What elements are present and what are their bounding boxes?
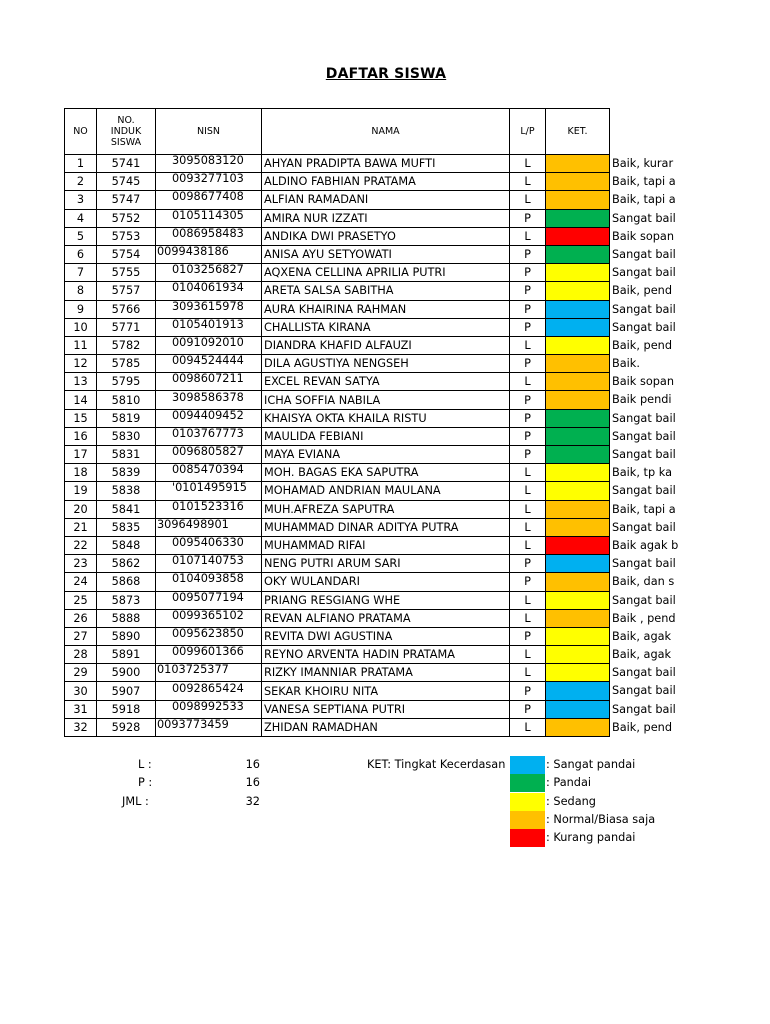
cell-no: 29 — [65, 664, 97, 682]
cell-lp: L — [510, 718, 546, 736]
nisn-value: 0093773459 — [157, 717, 229, 731]
table-row — [65, 427, 610, 445]
cell-induk: 5890 — [97, 627, 156, 645]
table-row — [65, 718, 610, 736]
cell-induk: 5831 — [97, 446, 156, 464]
table-row — [65, 227, 610, 245]
legend-swatch — [510, 811, 545, 829]
cell-nama: ARETA SALSA SABITHA — [262, 282, 510, 300]
table-row — [65, 245, 610, 263]
cell-no: 3 — [65, 191, 97, 209]
legend-swatch — [510, 756, 545, 774]
cell-ket-color — [546, 191, 610, 209]
table-row — [65, 464, 610, 482]
cell-nama: MOH. BAGAS EKA SAPUTRA — [262, 464, 510, 482]
cell-ket-color — [546, 264, 610, 282]
cell-no: 8 — [65, 282, 97, 300]
table-row — [65, 700, 610, 718]
table-row — [65, 173, 610, 191]
nisn-value: 0095406330 — [172, 536, 244, 550]
cell-nama: DIANDRA KHAFID ALFAUZI — [262, 336, 510, 354]
cell-lp: L — [510, 373, 546, 391]
cell-no: 27 — [65, 627, 97, 645]
note-text: Baik, pend — [612, 339, 672, 352]
cell-induk: 5835 — [97, 518, 156, 536]
cell-nama: ICHA SOFFIA NABILA — [262, 391, 510, 409]
cell-lp: L — [510, 155, 546, 173]
cell-induk: 5757 — [97, 282, 156, 300]
cell-lp: P — [510, 409, 546, 427]
table-row — [65, 318, 610, 336]
cell-no: 24 — [65, 573, 97, 591]
table-row — [65, 518, 610, 536]
note-text: Sangat bail — [612, 248, 676, 261]
nisn-value: 0085470394 — [172, 463, 244, 477]
summary-value: 32 — [245, 794, 260, 808]
cell-induk: 5907 — [97, 682, 156, 700]
cell-induk: 5928 — [97, 718, 156, 736]
cell-no: 20 — [65, 500, 97, 518]
cell-nama: AMIRA NUR IZZATI — [262, 209, 510, 227]
note-text: Baik. — [612, 357, 640, 370]
note-text: Sangat bail — [612, 448, 676, 461]
cell-ket-color — [546, 464, 610, 482]
cell-ket-color — [546, 591, 610, 609]
nisn-value: 0092865424 — [172, 681, 244, 695]
cell-lp: L — [510, 609, 546, 627]
note-text: Baik agak b — [612, 539, 679, 552]
cell-induk: 5745 — [97, 173, 156, 191]
cell-induk: 5755 — [97, 264, 156, 282]
cell-induk: 5841 — [97, 500, 156, 518]
cell-no: 11 — [65, 336, 97, 354]
note-text: Baik, tapi a — [612, 175, 676, 188]
cell-ket-color — [546, 300, 610, 318]
cell-no: 6 — [65, 245, 97, 263]
cell-nama: MUHAMMAD DINAR ADITYA PUTRA — [262, 518, 510, 536]
legend-swatch — [510, 774, 545, 792]
nisn-value: 0098677408 — [172, 190, 244, 204]
note-text: Baik, kurar — [612, 157, 674, 170]
cell-ket-color — [546, 555, 610, 573]
note-text: Sangat bail — [612, 666, 676, 679]
nisn-value: 0091092010 — [172, 335, 244, 349]
nisn-value: 0094524444 — [172, 354, 244, 368]
cell-lp: L — [510, 664, 546, 682]
cell-nama: DILA AGUSTIYA NENGSEH — [262, 355, 510, 373]
table-row — [65, 300, 610, 318]
note-text: Baik, tapi a — [612, 193, 676, 206]
cell-ket-color — [546, 664, 610, 682]
note-text: Sangat bail — [612, 412, 676, 425]
cell-no: 4 — [65, 209, 97, 227]
cell-ket-color — [546, 282, 610, 300]
cell-lp: P — [510, 282, 546, 300]
table-row — [65, 446, 610, 464]
table-row — [65, 264, 610, 282]
cell-no: 5 — [65, 227, 97, 245]
cell-lp: L — [510, 591, 546, 609]
cell-induk: 5891 — [97, 646, 156, 664]
cell-no: 16 — [65, 427, 97, 445]
cell-nama: ANDIKA DWI PRASETYO — [262, 227, 510, 245]
nisn-value: 0103256827 — [172, 263, 244, 277]
cell-ket-color — [546, 536, 610, 554]
nisn-value: 0099601366 — [172, 645, 244, 659]
nisn-value: 0103767773 — [172, 426, 244, 440]
cell-induk: 5819 — [97, 409, 156, 427]
cell-nama: REYNO ARVENTA HADIN PRATAMA — [262, 646, 510, 664]
cell-induk: 5753 — [97, 227, 156, 245]
table-row — [65, 373, 610, 391]
cell-nama: REVAN ALFIANO PRATAMA — [262, 609, 510, 627]
cell-lp: P — [510, 355, 546, 373]
table-row — [65, 355, 610, 373]
cell-lp: L — [510, 336, 546, 354]
legend-swatch — [510, 829, 545, 847]
note-text: Baik, agak — [612, 630, 672, 643]
cell-ket-color — [546, 427, 610, 445]
cell-nisn — [156, 718, 262, 736]
cell-nama: MUH.AFREZA SAPUTRA — [262, 500, 510, 518]
cell-lp: L — [510, 191, 546, 209]
nisn-value: 3096498901 — [157, 517, 229, 531]
cell-no: 26 — [65, 609, 97, 627]
note-text: Baik, pend — [612, 284, 672, 297]
cell-lp: P — [510, 682, 546, 700]
nisn-value: 0098607211 — [172, 372, 244, 386]
table-row — [65, 391, 610, 409]
table-row — [65, 500, 610, 518]
note-text: Baik, dan s — [612, 575, 675, 588]
cell-nama: AHYAN PRADIPTA BAWA MUFTI — [262, 155, 510, 173]
note-text: Sangat bail — [612, 212, 676, 225]
header-nama: NAMA — [262, 109, 510, 155]
cell-nama: ZHIDAN RAMADHAN — [262, 718, 510, 736]
cell-lp: P — [510, 264, 546, 282]
nisn-value: 0101523316 — [172, 499, 244, 513]
cell-ket-color — [546, 482, 610, 500]
note-text: Sangat bail — [612, 594, 676, 607]
cell-induk: 5838 — [97, 482, 156, 500]
note-text: Baik, pend — [612, 721, 672, 734]
student-table-body — [65, 155, 610, 737]
legend-title: KET: Tingkat Kecerdasan — [367, 758, 506, 771]
note-text: Baik pendi — [612, 393, 672, 406]
cell-induk: 5862 — [97, 555, 156, 573]
cell-induk: 5873 — [97, 591, 156, 609]
note-text: Sangat bail — [612, 703, 676, 716]
nisn-value: 0105401913 — [172, 317, 244, 331]
cell-ket-color — [546, 573, 610, 591]
cell-lp: P — [510, 318, 546, 336]
legend-label: : Pandai — [546, 776, 592, 790]
summary-label: JML : — [122, 794, 149, 808]
header-ket: KET. — [546, 109, 610, 155]
cell-nama: REVITA DWI AGUSTINA — [262, 627, 510, 645]
cell-induk: 5741 — [97, 155, 156, 173]
cell-no: 19 — [65, 482, 97, 500]
cell-no: 7 — [65, 264, 97, 282]
cell-ket-color — [546, 173, 610, 191]
cell-ket-color — [546, 391, 610, 409]
cell-no: 30 — [65, 682, 97, 700]
header-no: NO — [65, 109, 97, 155]
cell-ket-color — [546, 682, 610, 700]
cell-nama: MOHAMAD ANDRIAN MAULANA — [262, 482, 510, 500]
cell-no: 10 — [65, 318, 97, 336]
cell-lp: L — [510, 482, 546, 500]
cell-no: 1 — [65, 155, 97, 173]
header-nisn: NISN — [156, 109, 262, 155]
legend-label: : Sangat pandai — [546, 758, 636, 771]
cell-ket-color — [546, 409, 610, 427]
cell-lp: L — [510, 518, 546, 536]
note-text: Baik sopan — [612, 375, 674, 388]
cell-no: 2 — [65, 173, 97, 191]
nisn-value: 3095083120 — [172, 154, 244, 168]
summary-label: P : — [138, 776, 153, 790]
cell-ket-color — [546, 609, 610, 627]
cell-lp: P — [510, 555, 546, 573]
cell-induk: 5848 — [97, 536, 156, 554]
cell-ket-color — [546, 646, 610, 664]
cell-lp: P — [510, 391, 546, 409]
nisn-value: 0104093858 — [172, 572, 244, 586]
cell-lp: P — [510, 700, 546, 718]
table-row — [65, 336, 610, 354]
cell-ket-color — [546, 155, 610, 173]
cell-nama: MAULIDA FEBIANI — [262, 427, 510, 445]
nisn-value: 0098992533 — [172, 699, 244, 713]
table-row — [65, 536, 610, 554]
table-row — [65, 209, 610, 227]
cell-induk: 5830 — [97, 427, 156, 445]
cell-no: 31 — [65, 700, 97, 718]
note-text: Sangat bail — [612, 303, 676, 316]
cell-no: 22 — [65, 536, 97, 554]
table-row — [65, 555, 610, 573]
table-row — [65, 627, 610, 645]
nisn-value: '0101495915 — [172, 481, 247, 495]
nisn-value: 0105114305 — [172, 208, 244, 222]
cell-nama: EXCEL REVAN SATYA — [262, 373, 510, 391]
cell-no: 18 — [65, 464, 97, 482]
header-lp: L/P — [510, 109, 546, 155]
cell-induk: 5900 — [97, 664, 156, 682]
cell-nama: CHALLISTA KIRANA — [262, 318, 510, 336]
legend-label: : Sedang — [546, 794, 596, 808]
cell-nama: PRIANG RESGIANG WHE — [262, 591, 510, 609]
cell-ket-color — [546, 500, 610, 518]
cell-lp: P — [510, 446, 546, 464]
note-text: Baik sopan — [612, 230, 674, 243]
nisn-value: 0107140753 — [172, 554, 244, 568]
table-row — [65, 282, 610, 300]
cell-lp: P — [510, 300, 546, 318]
table-row — [65, 591, 610, 609]
cell-ket-color — [546, 518, 610, 536]
cell-induk: 5785 — [97, 355, 156, 373]
cell-ket-color — [546, 209, 610, 227]
header-induk-label: NO. INDUK SISWA — [110, 115, 142, 148]
cell-no: 12 — [65, 355, 97, 373]
table-row — [65, 155, 610, 173]
cell-no: 15 — [65, 409, 97, 427]
note-text: Sangat bail — [612, 557, 676, 570]
table-row — [65, 609, 610, 627]
cell-induk: 5747 — [97, 191, 156, 209]
cell-no: 28 — [65, 646, 97, 664]
note-text: Sangat bail — [612, 484, 676, 497]
legend-label: : Normal/Biasa saja — [546, 812, 656, 826]
student-table — [64, 108, 610, 737]
cell-no: 17 — [65, 446, 97, 464]
nisn-value: 0086958483 — [172, 226, 244, 240]
nisn-value: 0099365102 — [172, 608, 244, 622]
note-text: Baik, tp ka — [612, 466, 672, 479]
cell-nama: AURA KHAIRINA RAHMAN — [262, 300, 510, 318]
cell-nama: SEKAR KHOIRU NITA — [262, 682, 510, 700]
cell-ket-color — [546, 373, 610, 391]
cell-nama: ALDINO FABHIAN PRATAMA — [262, 173, 510, 191]
nisn-value: 0094409452 — [172, 408, 244, 422]
cell-ket-color — [546, 718, 610, 736]
legend-swatch — [510, 793, 545, 811]
cell-no: 14 — [65, 391, 97, 409]
cell-nama: MAYA EVIANA — [262, 446, 510, 464]
table-header-row — [65, 109, 610, 155]
page-title: DAFTAR SISWA — [325, 66, 447, 82]
cell-induk: 5795 — [97, 373, 156, 391]
table-row — [65, 682, 610, 700]
table-row — [65, 664, 610, 682]
note-text: Sangat bail — [612, 321, 676, 334]
cell-ket-color — [546, 227, 610, 245]
cell-lp: L — [510, 500, 546, 518]
cell-lp: L — [510, 227, 546, 245]
cell-induk: 5782 — [97, 336, 156, 354]
table-row — [65, 482, 610, 500]
cell-lp: P — [510, 209, 546, 227]
cell-induk: 5766 — [97, 300, 156, 318]
cell-no: 21 — [65, 518, 97, 536]
cell-no: 25 — [65, 591, 97, 609]
note-text: Sangat bail — [612, 521, 676, 534]
note-text: Sangat bail — [612, 430, 676, 443]
cell-nama: AQXENA CELLINA APRILIA PUTRI — [262, 264, 510, 282]
nisn-value: 0104061934 — [172, 281, 244, 295]
note-text: Sangat bail — [612, 684, 676, 697]
cell-ket-color — [546, 627, 610, 645]
cell-lp: L — [510, 173, 546, 191]
cell-induk: 5839 — [97, 464, 156, 482]
nisn-value: 0095077194 — [172, 590, 244, 604]
cell-ket-color — [546, 446, 610, 464]
summary-value: 16 — [245, 758, 260, 771]
nisn-value: 0099438186 — [157, 245, 229, 259]
cell-lp: L — [510, 536, 546, 554]
cell-induk: 5754 — [97, 245, 156, 263]
cell-induk: 5771 — [97, 318, 156, 336]
cell-nama: NENG PUTRI ARUM SARI — [262, 555, 510, 573]
note-text: Baik, tapi a — [612, 503, 676, 516]
cell-no: 32 — [65, 718, 97, 736]
note-text: Baik , pend — [612, 612, 676, 625]
cell-nama: VANESA SEPTIANA PUTRI — [262, 700, 510, 718]
cell-induk: 5918 — [97, 700, 156, 718]
summary-label: L : — [138, 758, 152, 771]
cell-lp: L — [510, 646, 546, 664]
cell-induk: 5868 — [97, 573, 156, 591]
nisn-value: 3093615978 — [172, 299, 244, 313]
cell-lp: L — [510, 464, 546, 482]
cell-nama: OKY WULANDARI — [262, 573, 510, 591]
cell-ket-color — [546, 355, 610, 373]
cell-nama: MUHAMMAD RIFAI — [262, 536, 510, 554]
cell-ket-color — [546, 336, 610, 354]
table-row — [65, 573, 610, 591]
cell-no: 13 — [65, 373, 97, 391]
nisn-value: 0093277103 — [172, 172, 244, 186]
cell-induk: 5888 — [97, 609, 156, 627]
cell-induk: 5752 — [97, 209, 156, 227]
nisn-value: 0095623850 — [172, 626, 244, 640]
nisn-value: 3098586378 — [172, 390, 244, 404]
cell-lp: P — [510, 627, 546, 645]
summary-value: 16 — [245, 776, 260, 790]
cell-nama: ANISA AYU SETYOWATI — [262, 245, 510, 263]
cell-nama: RIZKY IMANNIAR PRATAMA — [262, 664, 510, 682]
cell-nama: KHAISYA OKTA KHAILA RISTU — [262, 409, 510, 427]
legend-label: : Kurang pandai — [546, 831, 636, 845]
note-text: Baik, agak — [612, 648, 672, 661]
cell-induk: 5810 — [97, 391, 156, 409]
note-text: Sangat bail — [612, 266, 676, 279]
table-row — [65, 409, 610, 427]
cell-nama: ALFIAN RAMADANI — [262, 191, 510, 209]
cell-lp: P — [510, 573, 546, 591]
cell-no: 23 — [65, 555, 97, 573]
student-table-area — [64, 108, 679, 740]
cell-lp: P — [510, 427, 546, 445]
cell-ket-color — [546, 700, 610, 718]
nisn-value: 0103725377 — [157, 663, 229, 677]
cell-lp: P — [510, 245, 546, 263]
table-row — [65, 646, 610, 664]
cell-ket-color — [546, 245, 610, 263]
cell-ket-color — [546, 318, 610, 336]
header-induk — [97, 109, 156, 155]
cell-no: 9 — [65, 300, 97, 318]
nisn-value: 0096805827 — [172, 445, 244, 459]
table-row — [65, 191, 610, 209]
